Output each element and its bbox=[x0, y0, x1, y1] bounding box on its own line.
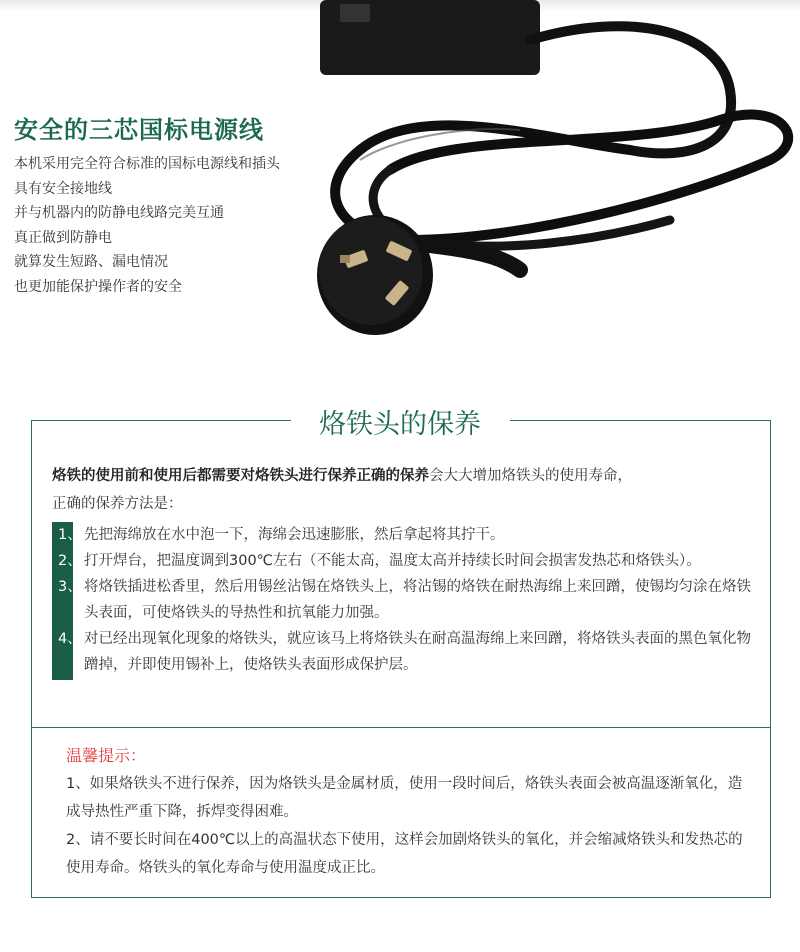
intro-line-1 bbox=[52, 462, 752, 490]
step-item bbox=[52, 574, 756, 626]
care-steps bbox=[52, 522, 756, 678]
intro-bold: 烙铁的使用前和使用后都需要对烙铁头进行保养正确的保养 bbox=[52, 468, 429, 484]
tips-section bbox=[66, 742, 756, 882]
intro-rest: 会大大增加烙铁头的使用寿命， bbox=[429, 468, 632, 484]
step-text: 打开焊台，把温度调到300℃左右（不能太高，温度太高并持续长时间会损害发热芯和烙铁头）。 bbox=[84, 553, 701, 569]
care-title-text: 烙铁头的保养 bbox=[299, 409, 501, 440]
tip-item: 2、请不要长时间在400℃以上的高温状态下使用，这样会加剧烙铁头的氧化，并会缩减烙铁头和发热芯的使用寿命。烙铁头的氧化寿命与使用温度成正比。 bbox=[66, 832, 743, 876]
step-number: 4、 bbox=[58, 631, 82, 647]
step-text: 将烙铁插进松香里，然后用锡丝沾锡在烙铁头上，将沾锡的烙铁在耐热海绵上来回蹭，使锡均匀涂在烙铁头表面，可使烙铁头的导热性和抗氧能力加强。 bbox=[84, 579, 751, 621]
care-title bbox=[0, 402, 800, 441]
power-switch bbox=[340, 4, 370, 22]
plug bbox=[317, 215, 433, 335]
section-divider bbox=[32, 727, 770, 728]
tips-title: 温馨提示： bbox=[66, 746, 147, 765]
step-number: 3、 bbox=[58, 579, 82, 595]
step-item bbox=[52, 522, 756, 548]
power-cord-section bbox=[0, 0, 800, 370]
step-number: 1、 bbox=[58, 527, 82, 543]
step-number: 2、 bbox=[58, 553, 82, 569]
step-text: 先把海绵放在水中泡一下，海绵会迅速膨胀，然后拿起将其拧干。 bbox=[84, 527, 505, 543]
feature-line: 具有安全接地线 bbox=[14, 180, 112, 197]
tip-item: 1、如果烙铁头不进行保养，因为烙铁头是金属材质，使用一段时间后，烙铁头表面会被高温逐渐氧化，造成导热性严重下降，拆焊变得困难。 bbox=[66, 776, 743, 820]
step-text: 对已经出现氧化现象的烙铁头，就应该马上将烙铁头在耐高温海绵上来回蹭，将烙铁头表面的黑色氧化物蹭掉，并即使用锡补上，使烙铁头表面形成保护层。 bbox=[84, 631, 751, 673]
feature-line: 本机采用完全符合标准的国标电源线和插头 bbox=[14, 156, 280, 172]
feature-line: 也更加能保护操作者的安全 bbox=[14, 278, 182, 295]
feature-line: 并与机器内的防静电线路完美互通 bbox=[14, 205, 224, 221]
feature-line: 真正做到防静电 bbox=[14, 229, 112, 246]
step-item bbox=[52, 548, 756, 574]
power-cord-image bbox=[300, 0, 800, 370]
step-item bbox=[52, 626, 756, 678]
feature-line: 就算发生短路、漏电情况 bbox=[14, 254, 168, 270]
section-title: 安全的三芯国标电源线 bbox=[14, 116, 264, 144]
intro-line-2: 正确的保养方法是： bbox=[52, 496, 183, 512]
care-intro bbox=[52, 462, 752, 518]
feature-list bbox=[14, 152, 280, 299]
